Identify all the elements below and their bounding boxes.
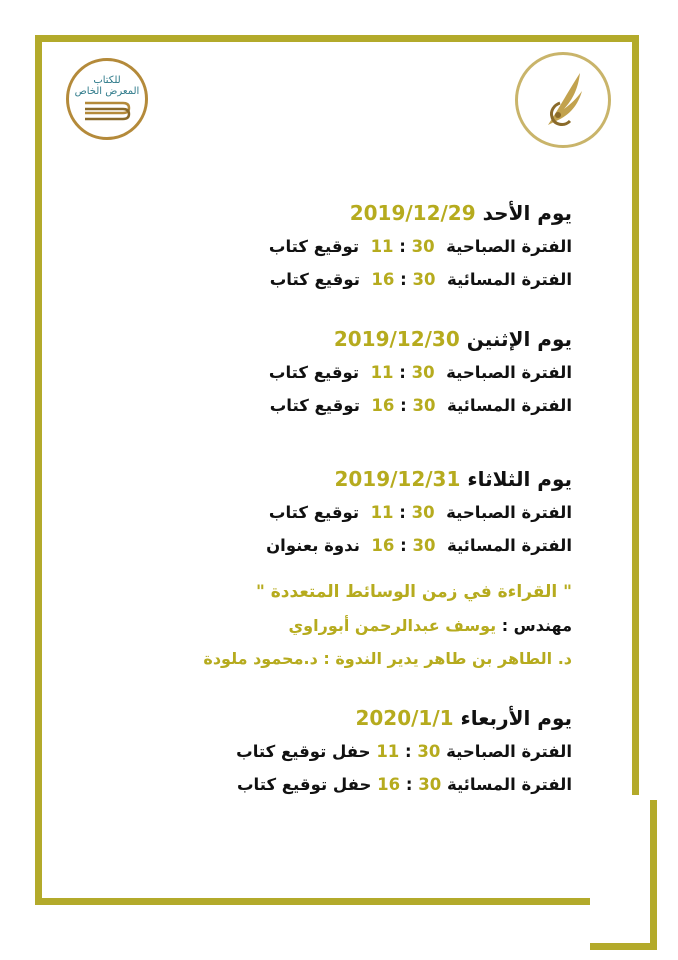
engineer-name: يوسف عبدالرحمن أبوراوي (288, 616, 497, 635)
time-minutes: 30 (418, 775, 442, 794)
schedule-row (92, 230, 572, 263)
time-hour: 11 (376, 742, 400, 761)
logo-text-line-2: المعرض الخاص (74, 86, 140, 97)
time-hour: 11 (370, 503, 394, 522)
engineer-label: مهندس : (501, 616, 572, 635)
schedule-row (92, 356, 572, 389)
time-separator: : (400, 396, 407, 415)
time-hour: 16 (371, 396, 395, 415)
day-heading (92, 322, 572, 356)
time-hour: 11 (370, 237, 394, 256)
schedule-row (92, 389, 572, 422)
spacer (92, 675, 572, 701)
time-minutes: 30 (412, 270, 436, 289)
time-separator: : (400, 270, 407, 289)
schedule-row (92, 529, 572, 562)
event-name: حفل توقيع كتاب (236, 742, 371, 761)
frame-right-border (632, 35, 639, 795)
schedule-row (92, 735, 572, 768)
day-date: 2020/1/1 (355, 706, 454, 730)
seminar-engineer (92, 609, 572, 642)
day-heading (92, 701, 572, 735)
frame-bottom-border (35, 898, 590, 905)
period-label: الفترة المسائية (446, 270, 572, 289)
time-hour: 11 (370, 363, 394, 382)
time-hour: 16 (371, 536, 395, 555)
time-minutes: 30 (417, 742, 441, 761)
day-heading (92, 462, 572, 496)
day-date: 2019/12/29 (349, 201, 476, 225)
spacer (92, 296, 572, 322)
schedule-content (92, 196, 572, 801)
day-block-sunday (92, 196, 572, 296)
time-minutes: 30 (412, 536, 436, 555)
time-minutes: 30 (411, 503, 435, 522)
time-separator: : (405, 775, 413, 794)
day-block-tuesday (92, 462, 572, 675)
day-name: يوم الثلاثاء (467, 467, 572, 491)
event-name: ندوة بعنوان (266, 536, 360, 555)
period-label: الفترة المسائية (446, 396, 572, 415)
time-separator: : (405, 742, 412, 761)
day-heading (92, 196, 572, 230)
event-name: حفل توقيع كتاب (236, 775, 372, 794)
spacer (92, 422, 572, 462)
period-label: الفترة الصباحية (446, 363, 572, 382)
time-hour: 16 (377, 775, 401, 794)
event-name: توقيع كتاب (268, 503, 360, 522)
time-hour: 16 (371, 270, 395, 289)
day-date: 2019/12/31 (334, 467, 461, 491)
book-fair-logo (66, 58, 148, 140)
event-name: توقيع كتاب (268, 237, 360, 256)
event-name: توقيع كتاب (269, 270, 360, 289)
day-name: يوم الأربعاء (460, 706, 572, 730)
frame-top-border (35, 35, 639, 42)
seminar-moderator: د. الطاهر بن طاهر يدير الندوة : د.محمود ملودة (203, 649, 572, 668)
schedule-row (92, 263, 572, 296)
books-icon (77, 97, 137, 123)
time-minutes: 30 (411, 363, 435, 382)
time-minutes: 30 (412, 396, 436, 415)
feather-icon (518, 55, 608, 145)
day-name: يوم الإثنين (466, 327, 572, 351)
time-minutes: 30 (411, 237, 435, 256)
frame-left-border (35, 35, 42, 905)
event-name: توقيع كتاب (269, 396, 360, 415)
day-name: يوم الأحد (482, 201, 572, 225)
day-block-monday (92, 322, 572, 422)
time-separator: : (400, 536, 407, 555)
day-date: 2019/12/30 (333, 327, 460, 351)
period-label: الفترة المسائية (446, 775, 572, 794)
time-separator: : (399, 237, 406, 256)
logo-text-line-1: للكتاب (93, 75, 121, 86)
period-label: الفترة المسائية (446, 536, 572, 555)
schedule-row (92, 768, 572, 801)
day-block-wednesday (92, 701, 572, 801)
seminar-title: " القراءة في زمن الوسائط المتعددة " (255, 582, 572, 602)
frame-corner-bottom-accent (590, 943, 657, 950)
feather-logo-icon (515, 52, 611, 148)
time-separator: : (399, 503, 406, 522)
period-label: الفترة الصباحية (446, 503, 572, 522)
time-separator: : (399, 363, 406, 382)
period-label: الفترة الصباحية (446, 237, 572, 256)
event-name: توقيع كتاب (268, 363, 360, 382)
schedule-row (92, 496, 572, 529)
frame-corner-right-accent (650, 800, 657, 950)
period-label: الفترة الصباحية (446, 742, 572, 761)
